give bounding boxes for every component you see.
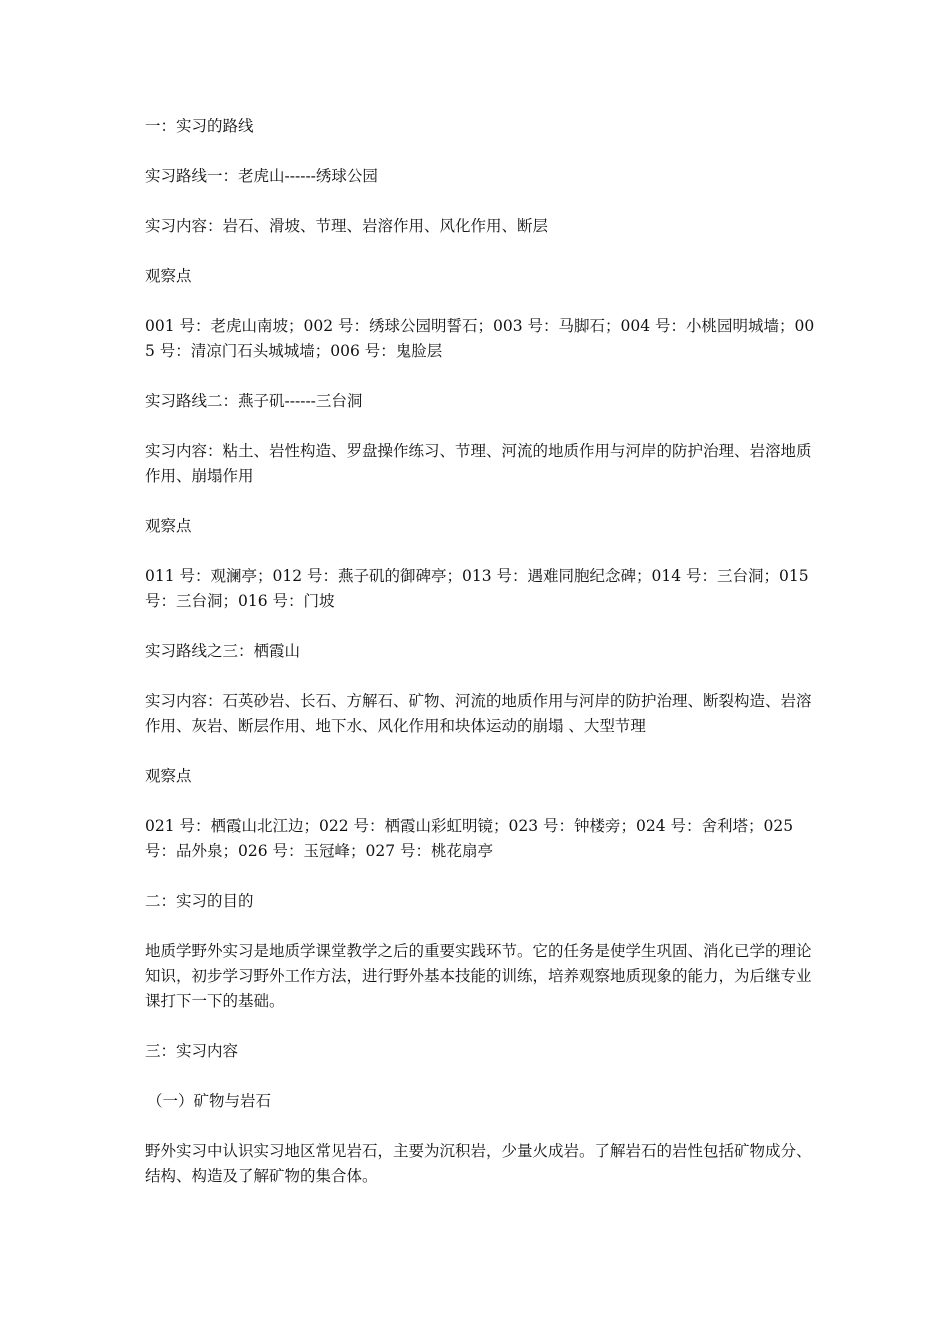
subsection-minerals-rocks: （一）矿物与岩石 — [147, 1092, 272, 1110]
route-one-content: 实习内容：岩石、滑坡、节理、岩溶作用、风化作用、断层 — [145, 217, 549, 235]
route-two-content: 实习内容：粘土、岩性构造、罗盘操作练习、节理、河流的地质作用与河岸的防护治理、岩溶地质作用、崩塌作用 — [145, 442, 812, 485]
section-heading-route: 一：实习的路线 — [145, 117, 254, 135]
section-heading-purpose: 二：实习的目的 — [145, 892, 254, 910]
document-page — [145, 114, 815, 1189]
route-three-points: 021 号：栖霞山北江边；022 号：栖霞山彩虹明镜；023 号：钟楼旁；024 号：舍利塔；025 号：品外泉；026 号：玉冠峰；027 号：桃花扇亭 — [145, 817, 794, 860]
purpose-paragraph: 地质学野外实习是地质学课堂教学之后的重要实践环节。它的任务是使学生巩固、消化已学的理论知识，初步学习野外工作方法，进行野外基本技能的训练，培养观察地质现象的能力，为后继专业课打下一下的基础。 — [145, 942, 812, 1010]
route-one-title: 实习路线一：老虎山------绣球公园 — [145, 167, 378, 185]
route-three-title: 实习路线之三：栖霞山 — [145, 642, 301, 660]
route-one-points: 001 号：老虎山南坡；002 号：绣球公园明誓石；003 号：马脚石；004 号：小桃园明城墙；005 号：清凉门石头城城墙；006 号：鬼脸层 — [145, 317, 815, 360]
route-two-title: 实习路线二：燕子矶------三台洞 — [145, 392, 363, 410]
route-two-points: 011 号：观澜亭；012 号：燕子矶的御碑亭；013 号：遇难同胞纪念碑；014 号：三台洞；015 号：三台洞；016 号：门坡 — [145, 567, 809, 610]
observation-points-label: 观察点 — [145, 267, 192, 285]
minerals-rocks-paragraph: 野外实习中认识实习地区常见岩石，主要为沉积岩，少量火成岩。了解岩石的岩性包括矿物成分、结构、构造及了解矿物的集合体。 — [145, 1142, 812, 1185]
observation-points-label: 观察点 — [145, 517, 192, 535]
route-three-content: 实习内容：石英砂岩、长石、方解石、矿物、河流的地质作用与河岸的防护治理、断裂构造、岩溶作用、灰岩、断层作用、地下水、风化作用和块体运动的崩塌 、大型节理 — [145, 692, 812, 735]
observation-points-label: 观察点 — [145, 767, 192, 785]
section-heading-content: 三：实习内容 — [145, 1042, 239, 1060]
